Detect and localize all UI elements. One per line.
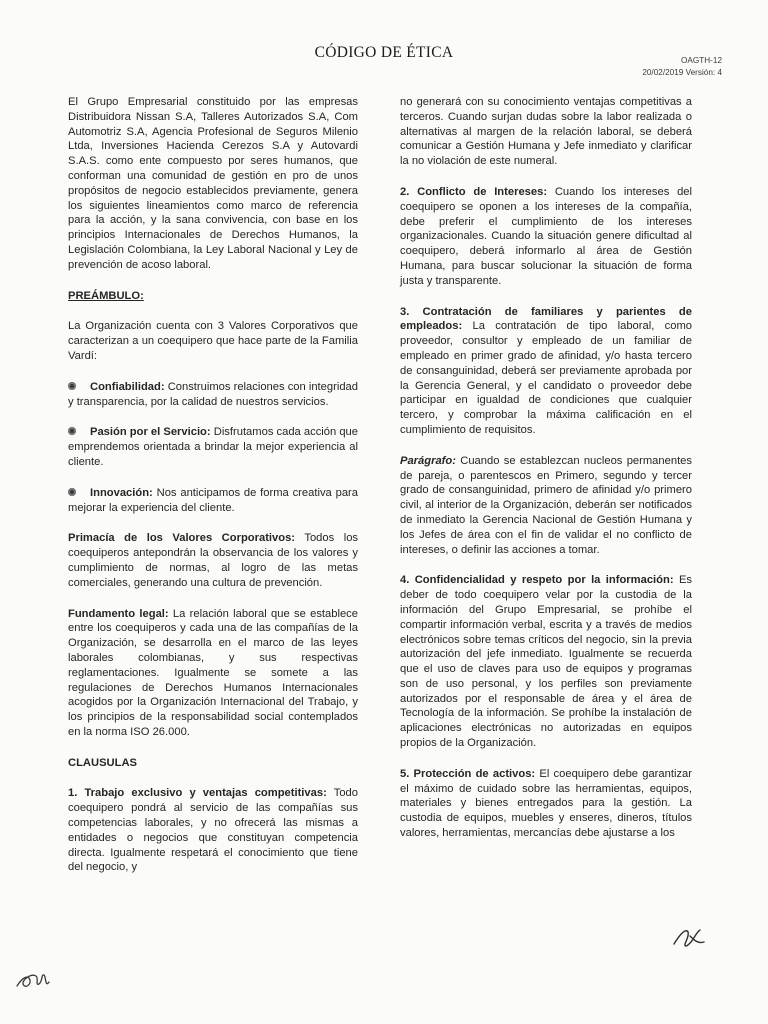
clause-1-label: 1. Trabajo exclusivo y ventajas competitivas: — [68, 787, 327, 800]
value-label: Confiabilidad: — [90, 380, 165, 393]
value-text: Disfrutamos cada acción que emprendemos orientada a brindar la mejor experiencia al cliente. — [68, 426, 359, 468]
bullet-icon — [68, 427, 76, 435]
document-version: 20/02/2019 Versión: 4 — [642, 68, 722, 77]
document-title: CÓDIGO DE ÉTICA — [314, 44, 454, 61]
clause-2-paragraph — [400, 185, 692, 289]
document-code-block — [642, 55, 722, 79]
clause-3-label: 3. Contratación de familiares y parientes de empleados: — [400, 305, 692, 333]
clausulas-heading: CLAUSULAS — [68, 756, 137, 769]
value-item — [68, 486, 358, 516]
fundamento-label: Fundamento legal: — [68, 607, 169, 620]
clause-3-text: La contratación de tipo laboral, como proveedor, consultor y empleado de un familiar de empleado en primer grado de afinidad, y/o hasta tercero de consanguinidad, deberá ser previamente aprobada por la Gerencia General, y el candidato o proveedor debe participar en igualdad de condiciones que cualquier tercero, y comprobar la máxima calificación en el cumplimiento de requisitos. — [400, 320, 692, 436]
bullet-icon — [68, 488, 76, 496]
value-text: Nos anticipamos de forma creativa para mejorar la experiencia del cliente. — [68, 486, 358, 514]
fundamento-text: La relación laboral que se establece entre los coequiperos y cada una de las compañías de la Organización, se desarrolla en el marco de las leyes laborales colombianas, y sus respectivas reglamentaciones. Igualmente se somete a las regulaciones de Derechos Humanos Internacionales acogidos por la Organización Internacional del Trabajo, y los principios de la responsabilidad social contemplados en la norma ISO 26.000. — [68, 607, 358, 738]
left-column — [68, 95, 358, 891]
clause-4-text: Es deber de todo coequipero velar por la custodia de la información del Grupo Empresarial, se prohíbe el compartir información verbal, escrita y a través de medios electrónicos sobre temas críticos del negocio, sin la previa autorización del jefe inmediato. Igualmente se recuerda que el uso de claves para uso de equipos y programas son de uso personal, y los perfiles son previamente autorizados por el responsable de área y el área de Tecnología de la información. Se prohíbe la instalación de aplicaciones electrónicas no autorizadas en equipos propios de la Organización. — [400, 574, 692, 750]
bullet-icon — [68, 382, 76, 390]
value-label: Innovación: — [90, 486, 153, 499]
paragrafo-label: Parágrafo: — [400, 454, 456, 467]
value-text: Construimos relaciones con integridad y transparencia, por la calidad de nuestros servicios. — [68, 380, 358, 408]
clause-2-label: 2. Conflicto de Intereses: — [400, 185, 548, 198]
right-column — [400, 95, 692, 857]
primacia-text: Todos los coequiperos antepondrán la observancia de los valores y cumplimiento de normas, al logro de las metas comerciales, generando una cultura de prevención. — [68, 532, 359, 589]
value-item — [68, 380, 358, 410]
clause-2-text: Cuando los intereses del coequipero se oponen a los intereses de la compañía, debe preferir el cumplimiento de los intereses organizacionales. Cuando la situación genere dificultad al coequipero, deberá informarlo al área de Gestión Humana, para buscar solucionar la situación de forma justa y transparente. — [400, 185, 692, 287]
clause-1-continuation: no generará con su conocimiento ventajas competitivas a terceros. Cuando surjan dudas sobre la labor realizada o alternativas al margen de la relación laboral, se deberá comunicar a Gestión Humana y Jefe inmediato y clarificar la no violación de este numeral. — [400, 96, 692, 168]
paragrafo-text: Cuando se establezcan nucleos permanentes de pareja, o parentescos en Primero, segundo y tercer grado de consanguinidad, primero de afinidad y/o primero civil, al interior de la Organización, deberán ser notificados de inmediato la Gerencia Nacional de Gestión Humana y los Jefes de área con el fin de validar el no conflicto de intereses, o definir las acciones a tomar. — [400, 454, 692, 556]
value-item — [68, 425, 358, 469]
clause-1-paragraph — [68, 786, 358, 875]
clause-3-paragraph — [400, 305, 692, 438]
clause-5-paragraph — [400, 767, 692, 841]
value-label: Pasión por el Servicio: — [90, 426, 211, 439]
clause-5-label: 5. Protección de activos: — [400, 767, 536, 780]
clause-4-label: 4. Confidencialidad y respeto por la información: — [400, 574, 674, 587]
margin-initial-icon — [668, 922, 708, 952]
fundamento-paragraph — [68, 607, 358, 740]
clause-4-paragraph — [400, 573, 692, 751]
preambulo-paragraph: La Organización cuenta con 3 Valores Corporativos que caracterizan a un coequipero que hace parte de la Familia Vardí: — [68, 320, 358, 362]
clause-1-text: Todo coequipero pondrá al servicio de las compañías sus competencias laborales, y no ofrecerá las mismas a entidades o negocios que constituyan competencia directa. Igualmente respetará el conocimiento que tiene del negocio, y — [68, 787, 358, 874]
paragrafo-paragraph — [400, 454, 692, 558]
document-code: OAGTH-12 — [681, 56, 722, 65]
preambulo-heading: PREÁMBULO: — [68, 289, 144, 302]
clause-5-text: El coequipero debe garantizar el máximo de cuidado sobre las herramientas, equipos, materiales y bienes entregados para la gestión. La custodia de equipos, muebles y enseres, dineros, títulos valores, herramientas, mercancías debe ajustarse a los — [400, 767, 692, 840]
intro-paragraph: El Grupo Empresarial constituido por las empresas Distribuidora Nissan S.A, Talleres Autorizados S.A, Com Automotriz S.A, Agencia Profesional de Seguros Milenio Ltda, Inversiones Hacienda Cerezos S.A y Autovardi S.A.S. como ente compuesto por seres humanos, que conforman una comunidad de gestión en pro de unos propósitos de negocio establecidos previamente, genera los siguientes lineamientos como marco de referencia para la acción, y la sana convivencia, con base en los principios Internacionales de Derechos Humanos, la Legislación Colombiana, la Ley Laboral Nacional y Ley de prevención de acoso laboral. — [68, 96, 358, 271]
primacia-paragraph — [68, 531, 358, 590]
primacia-label: Primacía de los Valores Corporativos: — [68, 532, 296, 545]
signature-initials-icon — [14, 968, 54, 994]
